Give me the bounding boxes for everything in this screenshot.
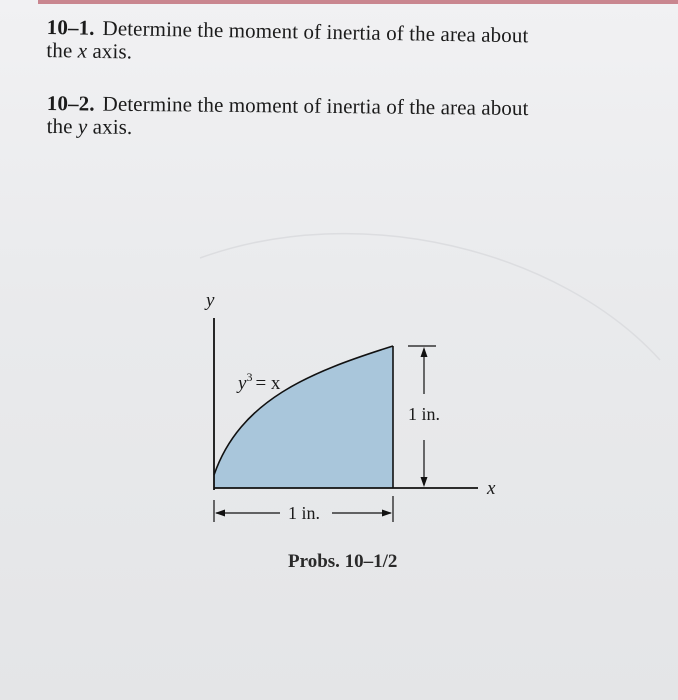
height-dimension-label: 1 in. — [408, 404, 441, 424]
show-through-arc — [200, 234, 660, 360]
problem-text: axis. — [92, 114, 133, 139]
figure-caption: Probs. 10–1/2 — [288, 551, 398, 572]
height-arrow-up — [421, 347, 428, 357]
curve-lhs-var: y — [238, 373, 247, 394]
curve-equation-label — [236, 370, 281, 394]
width-arrow-left — [215, 510, 225, 517]
x-axis-label: x — [487, 478, 496, 499]
shaded-area — [214, 346, 393, 488]
width-dimension-label: 1 in. — [288, 503, 321, 523]
problem-text: Determine the moment of inertia of the area about — [102, 15, 529, 48]
curve-rhs: = x — [255, 373, 281, 394]
axis-variable: y — [77, 114, 88, 139]
problem-number: 10–2. — [46, 91, 95, 116]
curve-exponent: 3 — [246, 370, 253, 384]
problem-text: the — [46, 37, 73, 63]
axis-variable: x — [77, 38, 88, 63]
problem-text: the — [46, 113, 73, 139]
problem-number: 10–1. — [46, 15, 95, 40]
problem-text: Determine the moment of inertia of the area about — [102, 91, 529, 121]
height-arrow-down — [421, 477, 428, 487]
problem-text: axis. — [92, 38, 133, 64]
width-arrow-right — [382, 510, 392, 517]
y-axis-label: y — [206, 290, 215, 311]
